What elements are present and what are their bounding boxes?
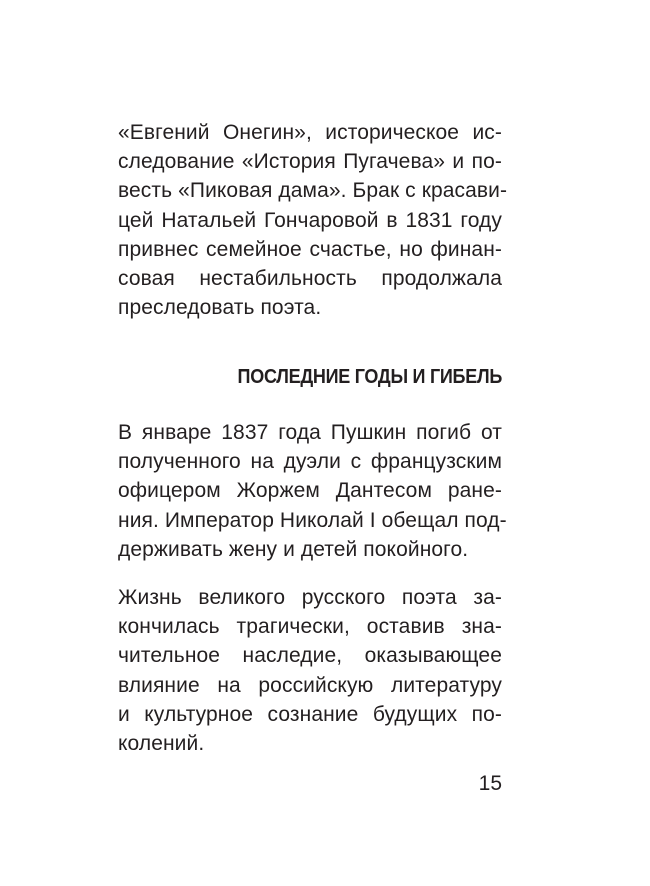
paragraph-legacy <box>118 583 502 758</box>
text-line: ния. Император Николай I обещал под- <box>118 508 507 532</box>
text-line: весть «Пиковая дама». Брак с красави- <box>118 179 508 203</box>
text-line: чительное наследие, оказывающее <box>118 644 502 668</box>
text-line: Жизнь великого русского поэта за- <box>118 586 502 609</box>
page-number: 15 <box>478 772 502 795</box>
text-line: В январе 1837 года Пушкин погиб от <box>118 421 502 444</box>
text-line: колений. <box>118 731 205 755</box>
paragraph-intro <box>118 118 508 322</box>
text-line: и культурное сознание будущих по- <box>118 702 502 726</box>
text-line: привнес семейное счастье, но финан- <box>118 237 502 261</box>
text-line: следование «История Пугачева» и по- <box>118 150 502 174</box>
text-line: офицером Жоржем Дантесом ране- <box>118 479 502 503</box>
text-line: совая нестабильность продолжала <box>118 266 502 290</box>
text-line: цей Натальей Гончаровой в 1831 году <box>118 208 502 232</box>
text-line: полученного на дуэли с французским <box>118 450 502 474</box>
paragraph-death <box>118 418 507 564</box>
text-line: «Евгений Онегин», историческое ис- <box>118 121 502 144</box>
text-line: держивать жену и детей покойного. <box>118 537 469 561</box>
text-line: кончилась трагически, оставив зна- <box>118 615 502 639</box>
text-line: преследовать поэта. <box>118 296 322 320</box>
text-line: влияние на российскую литературу <box>118 673 502 697</box>
section-heading: ПОСЛЕДНИЕ ГОДЫ И ГИБЕЛЬ <box>237 366 502 388</box>
